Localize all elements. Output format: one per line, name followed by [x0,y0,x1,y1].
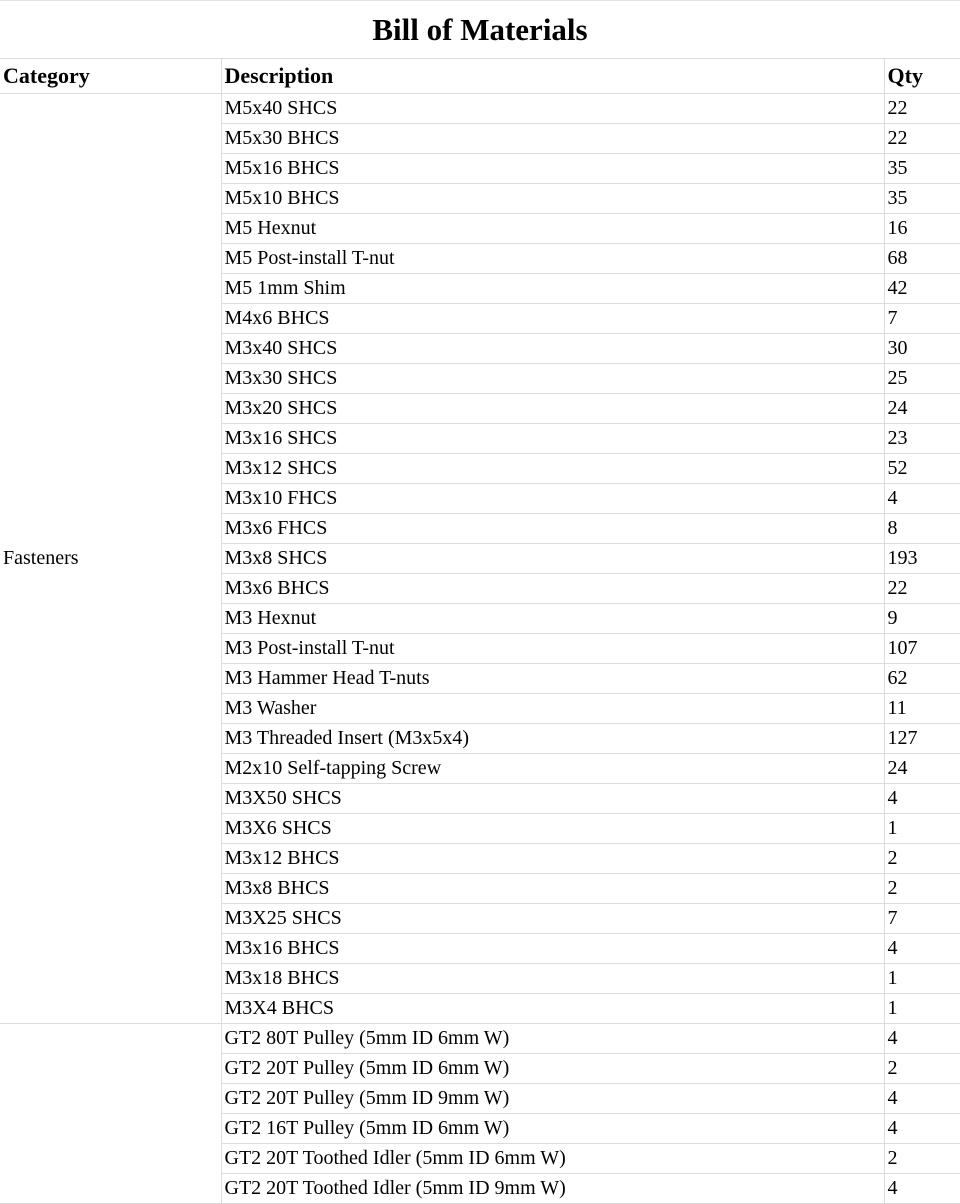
qty-cell[interactable]: 4 [884,1024,960,1054]
description-cell[interactable]: GT2 20T Pulley (5mm ID 6mm W) [221,1054,884,1084]
qty-cell[interactable]: 62 [884,664,960,694]
qty-cell[interactable]: 23 [884,424,960,454]
description-cell[interactable]: M3x16 BHCS [221,934,884,964]
qty-cell[interactable]: 7 [884,904,960,934]
description-cell[interactable]: M3x8 SHCS [221,544,884,574]
column-header-qty[interactable]: Qty [884,59,960,94]
description-cell[interactable]: M5 1mm Shim [221,274,884,304]
qty-cell[interactable]: 8 [884,514,960,544]
description-cell[interactable]: M2x10 Self-tapping Screw [221,754,884,784]
qty-cell[interactable]: 2 [884,1144,960,1174]
description-cell[interactable]: M5x30 BHCS [221,124,884,154]
description-cell[interactable]: M5 Post-install T-nut [221,244,884,274]
bom-body [0,94,960,1204]
description-cell[interactable]: M3x12 SHCS [221,454,884,484]
description-cell[interactable]: M3x8 BHCS [221,874,884,904]
description-cell[interactable]: M3X50 SHCS [221,784,884,814]
qty-cell[interactable]: 25 [884,364,960,394]
bom-table [0,58,960,1204]
header-row [0,59,960,94]
qty-cell[interactable]: 193 [884,544,960,574]
qty-cell[interactable]: 1 [884,994,960,1024]
column-header-description[interactable]: Description [221,59,884,94]
description-cell[interactable]: GT2 80T Pulley (5mm ID 6mm W) [221,1024,884,1054]
description-cell[interactable]: M3x10 FHCS [221,484,884,514]
qty-cell[interactable]: 2 [884,874,960,904]
qty-cell[interactable]: 4 [884,784,960,814]
description-cell[interactable]: M3X4 BHCS [221,994,884,1024]
qty-cell[interactable]: 22 [884,574,960,604]
qty-cell[interactable]: 4 [884,1174,960,1204]
qty-cell[interactable]: 4 [884,1084,960,1114]
description-cell[interactable]: GT2 20T Toothed Idler (5mm ID 6mm W) [221,1144,884,1174]
qty-cell[interactable]: 35 [884,184,960,214]
qty-cell[interactable]: 68 [884,244,960,274]
qty-cell[interactable]: 30 [884,334,960,364]
description-cell[interactable]: M3 Hexnut [221,604,884,634]
description-cell[interactable]: M5x10 BHCS [221,184,884,214]
qty-cell[interactable]: 127 [884,724,960,754]
qty-cell[interactable]: 4 [884,934,960,964]
description-cell[interactable]: M3x18 BHCS [221,964,884,994]
qty-cell[interactable]: 11 [884,694,960,724]
description-cell[interactable]: GT2 20T Pulley (5mm ID 9mm W) [221,1084,884,1114]
qty-cell[interactable]: 22 [884,94,960,124]
qty-cell[interactable]: 24 [884,754,960,784]
description-cell[interactable]: M3x20 SHCS [221,394,884,424]
qty-cell[interactable]: 42 [884,274,960,304]
qty-cell[interactable]: 16 [884,214,960,244]
column-header-category[interactable]: Category [0,59,221,94]
description-cell[interactable]: GT2 20T Toothed Idler (5mm ID 9mm W) [221,1174,884,1204]
description-cell[interactable]: M3 Washer [221,694,884,724]
qty-cell[interactable]: 1 [884,964,960,994]
qty-cell[interactable]: 9 [884,604,960,634]
description-cell[interactable]: M5x40 SHCS [221,94,884,124]
description-cell[interactable]: GT2 16T Pulley (5mm ID 6mm W) [221,1114,884,1144]
description-cell[interactable]: M3x30 SHCS [221,364,884,394]
table-row [0,1024,960,1054]
description-cell[interactable]: M3 Threaded Insert (M3x5x4) [221,724,884,754]
qty-cell[interactable]: 7 [884,304,960,334]
description-cell[interactable]: M3X6 SHCS [221,814,884,844]
qty-cell[interactable]: 107 [884,634,960,664]
description-cell[interactable]: M3x6 BHCS [221,574,884,604]
description-cell[interactable]: M3x40 SHCS [221,334,884,364]
description-cell[interactable]: M3 Hammer Head T-nuts [221,664,884,694]
description-cell[interactable]: M5 Hexnut [221,214,884,244]
description-cell[interactable]: M3X25 SHCS [221,904,884,934]
description-cell[interactable]: M3 Post-install T-nut [221,634,884,664]
qty-cell[interactable]: 4 [884,484,960,514]
category-cell[interactable]: Fasteners [0,94,221,1024]
qty-cell[interactable]: 52 [884,454,960,484]
qty-cell[interactable]: 2 [884,1054,960,1084]
description-cell[interactable]: M3x6 FHCS [221,514,884,544]
description-cell[interactable]: M3x16 SHCS [221,424,884,454]
qty-cell[interactable]: 1 [884,814,960,844]
description-cell[interactable]: M5x16 BHCS [221,154,884,184]
description-cell[interactable]: M3x12 BHCS [221,844,884,874]
category-cell[interactable] [0,1024,221,1204]
qty-cell[interactable]: 35 [884,154,960,184]
qty-cell[interactable]: 4 [884,1114,960,1144]
qty-cell[interactable]: 2 [884,844,960,874]
qty-cell[interactable]: 24 [884,394,960,424]
document-title: Bill of Materials [0,0,960,58]
description-cell[interactable]: M4x6 BHCS [221,304,884,334]
qty-cell[interactable]: 22 [884,124,960,154]
table-row [0,94,960,124]
